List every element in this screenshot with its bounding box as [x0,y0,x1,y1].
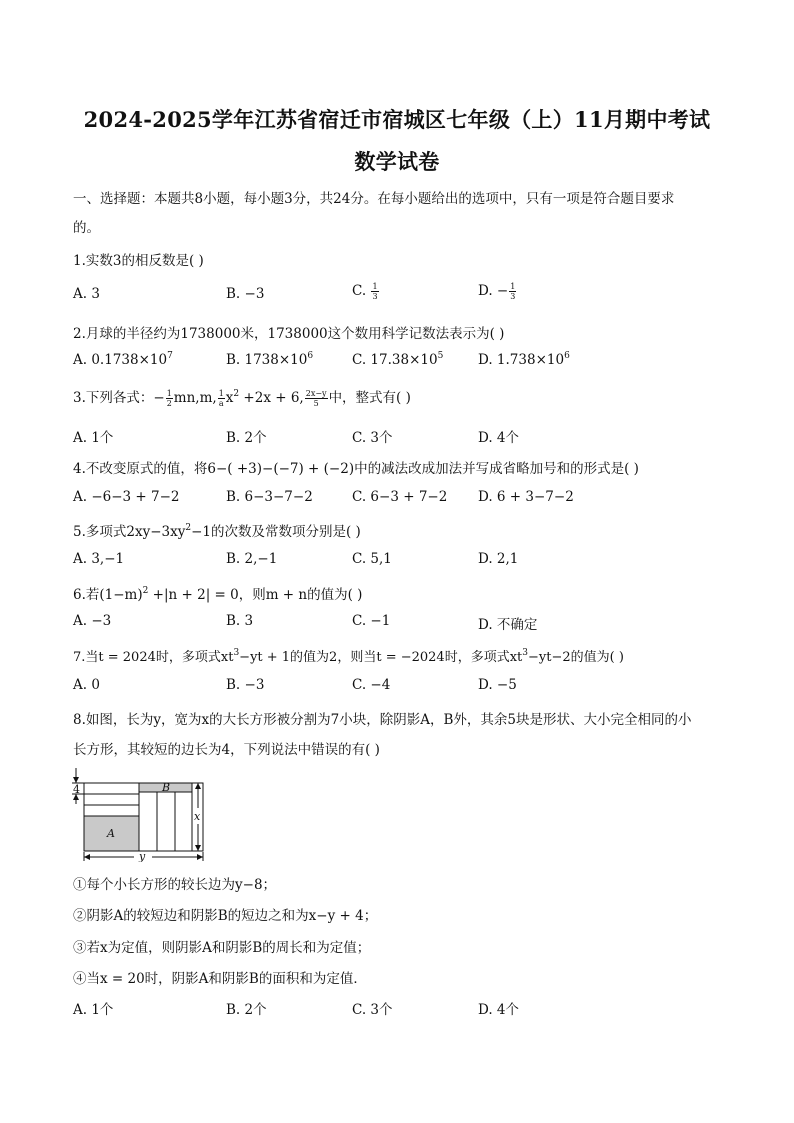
q7-stem: 7.当t = 2024时，多项式$xt^3-yt + 1$的值为2，则当t = −2024时，多项式$xt^3-yt-2$的值为( ) [73,648,624,665]
exam-subtitle: 数学试卷 [354,149,440,174]
q3-option-b[interactable]: B. 2个 [226,430,267,446]
q4-option-a[interactable]: A. −6−3 + 7−2 [73,489,180,505]
q2-option-c[interactable]: C. $17.38\times 10^5$ [352,351,444,368]
q1-option-a[interactable]: A. 3 [73,286,100,302]
q8-option-b[interactable]: B. 2个 [226,1002,267,1018]
q8-statement-4: ④当x = 20时，阴影A和阴影B的面积和为定值． [73,971,367,987]
q1-option-d[interactable] [478,282,517,301]
q1-option-b[interactable]: B. −3 [226,286,265,302]
q6-stem: 6.若$(1-m)^2 +|n + 2| = 0$，则m + n的值为( ) [73,586,363,603]
q5-option-d[interactable]: D. 2,1 [478,551,519,567]
q8-statement-1: ①每个小长方形的较长边为y−8； [73,877,277,893]
q6-option-b[interactable]: B. 3 [226,613,254,629]
q4-option-d[interactable]: D. 6 + 3−7−2 [478,489,574,505]
q6-option-c[interactable]: C. −1 [352,613,391,629]
section-intro: 一、选择题：本题共8小题，每小题3分，共24分。在每小题给出的选项中，只有一项是符合题目要求 [73,191,675,207]
q8-statement-2: ②阴影A的较短边和阴影B的短边之和为x−y + 4； [73,908,378,924]
q1-option-d-label: D. − [478,283,509,299]
label-4: 4 [73,783,80,796]
arrow-head [195,783,201,789]
q5-option-c[interactable]: C. 5,1 [352,551,392,567]
arrow-head [197,854,203,860]
q5-option-b[interactable]: B. 2,−1 [226,551,278,567]
q1-option-c[interactable] [352,282,380,301]
q7-option-d[interactable]: D. −5 [478,677,517,693]
q8-rectangle-figure [66,766,216,862]
q4-option-c[interactable]: C. 6−3 + 7−2 [352,489,448,505]
q4-option-b[interactable]: B. 6−3−7−2 [226,489,313,505]
q6-option-d[interactable]: D. 不确定 [478,617,538,633]
q5-option-a[interactable]: A. 3,−1 [73,551,125,567]
q4-stem: 4.不改变原式的值，将6−( +3)−(−7) + (−2)中的减法改成加法并写成省略加号和的形式是( ) [73,461,639,477]
q2-stem: 2.月球的半径约为1738000米，1738000这个数用科学记数法表示为( ) [73,326,505,342]
q6-option-a[interactable]: A. −3 [73,613,112,629]
label-x: x [194,810,201,823]
q8-statement-3: ③若x为定值，则阴影A和阴影B的周长和为定值； [73,940,371,956]
q2-option-b[interactable]: B. $1738\times 10^6$ [226,351,314,368]
q8-option-c[interactable]: C. 3个 [352,1002,393,1018]
q8-stem-cont: 长方形，其较短的边长为4，下列说法中错误的有( ) [73,742,380,758]
q2-option-d[interactable]: D. $1.738\times 10^6$ [478,351,570,368]
exam-title: 2024-2025学年江苏省宿迁市宿城区七年级（上）11月期中考试 [83,107,711,132]
q3-option-c[interactable]: C. 3个 [352,430,393,446]
q2-option-a[interactable]: A. $0.1738\times 10^7$ [73,351,173,368]
section-intro-cont: 的。 [73,220,100,236]
q7-option-c[interactable]: C. −4 [352,677,391,693]
q1-option-c-label: C. [352,283,371,299]
q1-option-d-fraction: $\frac{1}{3}$ [510,282,516,301]
q8-option-a[interactable]: A. 1个 [73,1002,114,1018]
label-a: A [107,827,115,840]
q3-stem: 3.下列各式：− $\frac{1}{2}$ mn,m, $\frac{1}{a}$ $x^2 +2x + 6$, $\frac{2x-y}{5}$ 中，整式有( ) [73,389,411,408]
q8-stem: 8.如图，长为y，宽为x的大长方形被分割为7小块，除阴影A，B外，其余5块是形状、大小完全相同的小 [73,712,692,728]
arrow-head [195,845,201,851]
label-y: y [139,850,146,862]
q5-stem: 5.多项式$2xy-3xy^2-1$的次数及常数项分别是( ) [73,523,361,540]
q7-option-b[interactable]: B. −3 [226,677,265,693]
q1-stem: 1.实数3的相反数是( ) [73,253,204,269]
q7-option-a[interactable]: A. 0 [73,677,100,693]
q1-option-c-fraction: $\frac{1}{3}$ [372,282,378,301]
q3-option-a[interactable]: A. 1个 [73,430,114,446]
q8-option-d[interactable]: D. 4个 [478,1002,520,1018]
q3-option-d[interactable]: D. 4个 [478,430,520,446]
arrow-head [84,854,90,860]
label-b: B [162,781,171,794]
